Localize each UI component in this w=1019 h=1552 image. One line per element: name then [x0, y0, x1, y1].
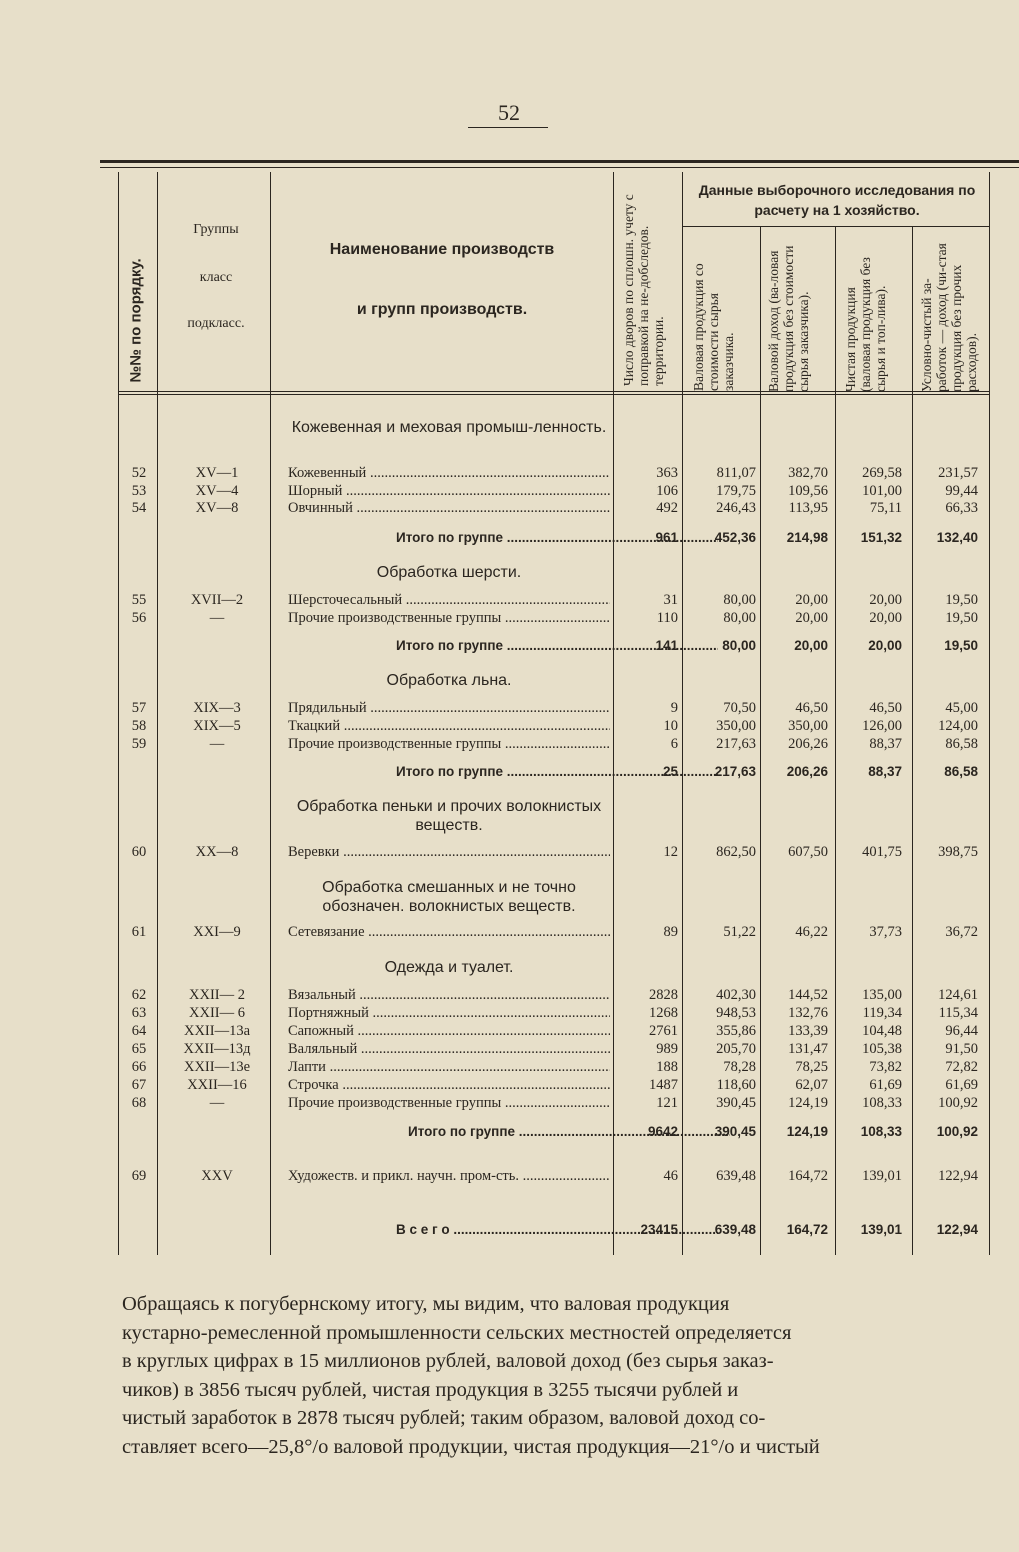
table-row-total: Итого по группе ..... 141 80,00 20,00 20,00 19,50 — [120, 637, 990, 655]
table-row: 66 XXII—13е Лапти ..... 188 78,28 78,25 73,82 72,82 — [120, 1058, 990, 1076]
table-row: 60 XX—8 Веревки ..... 12 862,50 607,50 401,75 398,75 — [120, 843, 990, 861]
paragraph-line: ставляет всего—25,8°/о валовой продукции, чистая продукция—21°/о и чистый — [122, 1435, 820, 1458]
paragraph-line: в круглых цифрах в 15 миллионов рублей, валовой доход (без сырья заказ- — [122, 1350, 774, 1372]
header-groups-1: Группы — [193, 222, 239, 237]
header-gross-product: Валовая продукция со стоимости сырья заказчика. — [691, 263, 736, 391]
table-row-grand-total: В с е г о ..... 23415 639,48 164,72 139,01 122,94 — [120, 1221, 990, 1239]
header-num: №№ по порядку. — [127, 258, 145, 383]
table-row: 62 XXII— 2 Вязальный ..... 2828 402,30 144,52 135,00 124,61 — [120, 986, 990, 1004]
table-row: 54 XV—8 Овчинный ..... 492 246,43 113,95 75,11 66,33 — [120, 499, 990, 517]
paragraph-line: Обращаясь к погубернскому итогу, мы видим, что валовая продукция — [122, 1293, 730, 1315]
section-title: Обработка смешанных и не точно обозначен. волокнистых веществ. — [322, 879, 576, 915]
header-gross-income: Валовой доход (ва-ловая продукция без стоимости сырья заказчика). — [766, 245, 811, 392]
header-households: Число дворов по сплошн. учету с поправкой на не-добследов. территории. — [621, 194, 666, 386]
table-row: 61 XXI—9 Сетевязание ..... 89 51,22 46,22 37,73 36,72 — [120, 923, 990, 941]
table-row-total: Итого по группе ..... 25 217,63 206,26 88,37 86,58 — [120, 763, 990, 781]
header-groups-2: класс — [199, 270, 233, 285]
table-row: 56 — Прочие производственные группы ..... 110 80,00 20,00 20,00 19,50 — [120, 609, 990, 627]
table-row: 59 — Прочие производственные группы ..... 6 217,63 206,26 88,37 86,58 — [120, 735, 990, 753]
body-paragraph — [122, 1290, 908, 1461]
paragraph-line: кустарно-ремесленной промышленности сельских местностей определяется — [122, 1321, 792, 1344]
table-row: 57 XIX—3 Прядильный ..... 9 70,50 46,50 46,50 45,00 — [120, 699, 990, 717]
header-net-earnings: Условно-чистый за-работок — доход (чи-стая продукция без прочих расходов). — [919, 243, 979, 392]
table-row: 64 XXII—13а Сапожный ..... 2761 355,86 133,39 104,48 96,44 — [120, 1022, 990, 1040]
page-number: 52 — [498, 100, 520, 125]
table-row: 58 XIX—5 Ткацкий ..... 10 350,00 350,00 126,00 124,00 — [120, 717, 990, 735]
header-sample: Данные выборочного исследования по расчету на 1 хозяйство. — [698, 182, 976, 218]
page-number-rule — [468, 127, 548, 128]
table-row: 55 XVII—2 Шерсточесальный ..... 31 80,00 20,00 20,00 19,50 — [120, 591, 990, 609]
paragraph-line: чиков) в 3856 тысяч рублей, чистая продукция в 3255 тысячи рублей и — [122, 1378, 739, 1401]
table-row: 67 XXII—16 Строчка ..... 1487 118,60 62,07 61,69 61,69 — [120, 1076, 990, 1094]
table-row: 63 XXII— 6 Портняжный ..... 1268 948,53 132,76 119,34 115,34 — [120, 1004, 990, 1022]
paragraph-line: чистый заработок в 2878 тысяч рублей; таким образом, валовой доход со- — [122, 1407, 766, 1429]
section-title: Обработка пеньки и прочих волокнистых веществ. — [296, 798, 602, 834]
table-row: 53 XV—4 Шорный ..... 106 179,75 109,56 101,00 99,44 — [120, 482, 990, 500]
section-title: Кожевенная и меховая промыш-ленность. — [291, 419, 607, 436]
header-name-2: и групп производств. — [356, 301, 528, 318]
table-row: 65 XXII—13д Валяльный ..... 989 205,70 131,47 105,38 91,50 — [120, 1040, 990, 1058]
header-groups-3: подкласс. — [187, 316, 245, 331]
section-title: Обработка шерсти. — [376, 564, 522, 581]
header-name-1: Наименование производств — [329, 241, 555, 258]
top-rule-thin — [100, 167, 1019, 168]
section-title: Обработка льна. — [386, 672, 512, 689]
table-row: 69 XXV Художеств. и прикл. научн. пром-сть. ..... 46 639,48 164,72 139,01 122,94 — [120, 1167, 990, 1185]
table-row-total: Итого по группе ..... 9642 390,45 124,19 108,33 100,92 — [120, 1123, 990, 1141]
section-title: Одежда и туалет. — [384, 959, 514, 976]
header-net-product: Чистая продукция (валовая продукция без сырья и топ-лива). — [843, 257, 888, 392]
table-row: 68 — Прочие производственные группы ..... 121 390,45 124,19 108,33 100,92 — [120, 1094, 990, 1112]
table-row: 52 XV—1 Кожевенный ..... 363 811,07 382,70 269,58 231,57 — [120, 464, 990, 482]
table-row-total: Итого по группе ..... 961 452,36 214,98 151,32 132,40 — [120, 529, 990, 547]
top-rule — [100, 160, 1019, 163]
